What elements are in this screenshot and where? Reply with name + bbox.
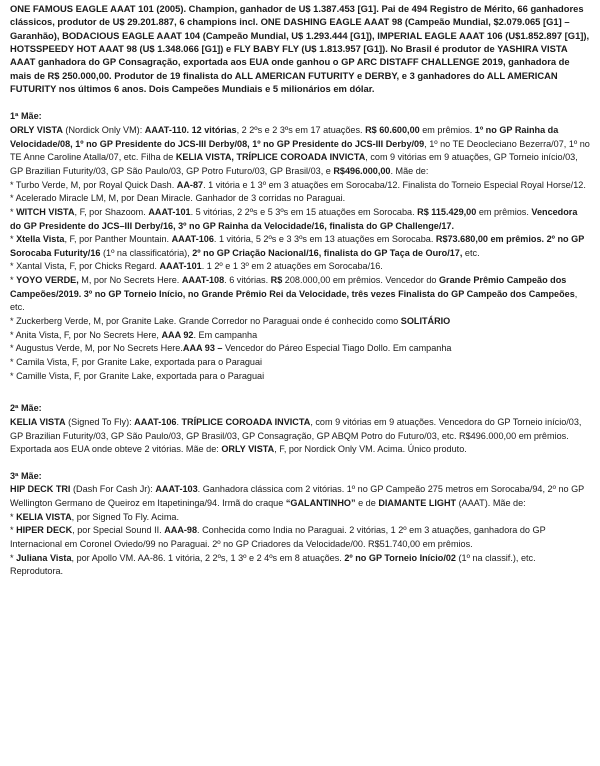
paragraph: [10, 552, 590, 579]
bold-text-run: AAAT-108: [181, 275, 225, 286]
text-run: . 6 vitórias.: [224, 275, 271, 286]
bold-text-run: DIAMANTE LIGHT: [378, 498, 457, 509]
paragraph: [10, 416, 590, 457]
text-run: . 5 vitórias, 2 2ºs e 5 3ºs em 15 atuações em Sorocaba.: [190, 206, 418, 217]
bold-text-run: AAAT-106: [134, 416, 177, 427]
bold-text-run: AA-87: [176, 179, 204, 190]
text-run: *: [10, 275, 17, 286]
text-run: 208.000,00 em prêmios. Vencedor do: [282, 275, 439, 286]
text-run: . 1 vitória, 5 2ºs e 3 3ºs em 13 atuações em Sorocaba.: [213, 234, 436, 245]
bold-text-run: Grande Prêmio Campeão dos Campeões/2019. 3º no GP Torneio Início, no Grande Prêmio Rei da Velocidade, três vezes Finalista do GP Campeão dos Campeões: [10, 275, 575, 299]
text-run: * Camila Vista, F, por Granite Lake, exportada para o Paraguai: [10, 356, 263, 367]
paragraph: [10, 206, 590, 233]
bold-text-run: AAA-98: [164, 525, 198, 536]
text-run: em prêmios.: [476, 206, 532, 217]
section-3-body: [10, 483, 590, 578]
bold-text-run: Vencedora do GP Presidente do JCS–III Derby/16, 3º no GP Rainha da Velocidade/16, finalista do GP Challenge/17.: [10, 206, 578, 231]
paragraph: [10, 179, 590, 193]
text-run: , por Special Sound II.: [72, 525, 165, 536]
text-run: *: [10, 525, 17, 536]
paragraph: [10, 370, 590, 384]
text-run: em prêmios.: [419, 125, 475, 136]
paragraph: [10, 483, 590, 510]
text-run: M, por No Secrets Here.: [78, 275, 182, 286]
bold-text-run: AAAT-101: [148, 206, 191, 217]
bold-text-run: R$73.680,00 em prêmios. 2º no GP Sorocaba Futurity/16: [10, 234, 585, 258]
section-2-body: [10, 416, 590, 457]
bold-text-run: KELIA VISTA, TRÍPLICE COROADA INVICTA: [175, 152, 366, 163]
bold-text-run: HIP DECK TRI: [10, 484, 71, 495]
bold-text-run: 2º no GP Torneio Início/02: [344, 552, 456, 563]
bold-text-run: Xtella Vista: [16, 234, 65, 245]
text-run: * Camille Vista, F, por Granite Lake, exportada para o Paraguai: [10, 370, 265, 381]
paragraph: [10, 192, 590, 206]
bold-text-run: “GALANTINHO”: [285, 498, 356, 509]
text-run: , F, por Panther Mountain.: [64, 234, 172, 245]
bold-text-run: AAAT-110. 12 vitórias: [144, 125, 237, 136]
bold-text-run: ORLY VISTA: [10, 125, 63, 136]
bold-text-run: AAA 93 –: [182, 343, 223, 354]
text-run: , F, por Nordick Only VM. Acima. Único produto.: [274, 444, 467, 455]
text-run: *: [10, 511, 17, 522]
text-run: , por Apollo VM. AA-86. 1 vitória, 2 2ºs, 1 3º e 2 4ºs em 8 atuações.: [71, 552, 345, 563]
paragraph: [10, 356, 590, 370]
section-2-title: 2ª Mãe:: [10, 403, 42, 414]
bold-text-run: WITCH VISTA: [16, 206, 75, 217]
text-run: *: [10, 234, 17, 245]
section-gap: [10, 383, 590, 402]
paragraph: [10, 274, 590, 315]
section-1-body: [10, 124, 590, 383]
bold-text-run: R$496.000,00: [333, 165, 391, 176]
text-run: Vencedor do Páreo Especial Tiago Dollo. Em campanha: [222, 343, 452, 354]
sire-description: [10, 2, 590, 95]
text-run: * Zuckerberg Verde, M, por Granite Lake. Grande Corredor no Paraguai onde é conhecido como: [10, 316, 401, 327]
text-run: . 1 vitória e 1 3º em 3 atuações em Sorocaba/12. Finalista do Torneio Especial Royal Horse/12.: [203, 179, 586, 190]
text-run: (Dash For Cash Jr):: [70, 484, 156, 495]
text-run: , por Signed To Fly. Acima.: [71, 511, 179, 522]
text-run: . 1 2º e 1 3º em 2 atuações em Sorocaba/16.: [201, 261, 383, 272]
bold-text-run: AAAT-106: [171, 234, 214, 245]
bold-text-run: AAA 92: [161, 329, 194, 340]
bold-text-run: ORLY VISTA: [221, 444, 275, 455]
text-run: , 1º no TE Deocleciano Bezerra/07, 1º no TE Anne Caroline Atalla/07, etc. Filha de: [10, 138, 590, 163]
bold-text-run: ONE FAMOUS EAGLE AAAT 101 (2005). Champion, ganhador de U$ 1.387.453 [G1]. Pai de 494 Registro de Mérito, 66 ganhadores clássicos, produtor de U$ 29.201.887, 6 champions incl. ONE DASHING EAGLE AAAT 98 (Campeão Mundial, $2.079.065 [G1] – Garanhão), BODACIOUS EAGLE AAAT 104 (Campeão Mundial, U$ 1.293.444 [G1]), IMPERIAL EAGLE AAAT 106 (U$1.852.897 [G1]), HOTSSPEEDY HOT AAAT 98 (U$ 1.348.066 [G1]) e FLY BABY FLY (U$ 1.813.957 [G1]). No Brasil é produtor de YASHIRA VISTA AAAT ganhadora do GP Consagração, exportada aos EUA onde ganhou o GP ARC DISTAFF CHALLENGE 2019, ganhadora de mais de R$ 250.000,00. Produtor de 19 finalista do ALL AMERICAN FUTURITY e DERBY, e 3 ganhadores do ALL AMERICAN FUTURITY nos últimos 6 anos. Dois Campeões Mundiais e 5 milionários em dólar.: [10, 3, 590, 95]
text-run: .: [176, 416, 182, 427]
text-run: (Signed To Fly):: [65, 416, 135, 427]
paragraph: [10, 124, 590, 179]
text-run: , etc.: [10, 288, 578, 313]
text-run: . Em campanha: [193, 329, 258, 340]
paragraph: [10, 233, 590, 260]
text-run: * Anita Vista, F, por No Secrets Here,: [10, 329, 162, 340]
bold-text-run: AAAT-101: [159, 261, 202, 272]
bold-text-run: 1º no GP Rainha da Velocidade/08, 1º no GP Presidente do JCS-III Derby/08, 1º no GP Presidente do JCS-III Derby/09: [10, 125, 559, 149]
bold-text-run: 2º no GP Criação Nacional/16, finalista do GP Taça de Ouro/17,: [192, 247, 463, 258]
text-run: . Mãe de:: [390, 165, 429, 176]
text-run: * Augustus Verde, M, por No Secrets Here.: [10, 343, 183, 354]
paragraph: [10, 511, 590, 525]
text-run: (Nordick Only VM):: [62, 125, 145, 136]
bold-text-run: R$ 60.600,00: [365, 125, 420, 136]
bold-text-run: TRÍPLICE COROADA INVICTA: [181, 416, 311, 427]
text-run: (1º na classif.), etc. Reprodutora.: [10, 552, 536, 577]
bold-text-run: R$ 115.429,00: [417, 206, 477, 217]
bold-text-run: KELIA VISTA: [16, 511, 72, 522]
paragraph: [10, 329, 590, 343]
bold-text-run: YOYO VERDE,: [16, 275, 79, 286]
text-run: , F, por Shazoom.: [74, 206, 149, 217]
paragraph: [10, 260, 590, 274]
text-run: *: [10, 552, 17, 563]
paragraph: [10, 315, 590, 329]
text-run: etc.: [462, 247, 480, 258]
bold-text-run: SOLITÁRIO: [400, 316, 451, 327]
text-run: * Turbo Verde, M, por Royal Quick Dash.: [10, 179, 177, 190]
section-3-title: 3ª Mãe:: [10, 470, 42, 481]
bold-text-run: R$: [270, 275, 283, 286]
text-run: , 2 2ºs e 2 3ºs em 17 atuações.: [236, 125, 366, 136]
text-run: e de: [355, 498, 379, 509]
text-run: *: [10, 206, 17, 217]
bold-text-run: AAAT-103: [155, 484, 198, 495]
text-run: . Ganhadora clássica com 2 vitórias. 1º no GP Campeão 275 metros em Sorocaba/94, 2º no GP Wellington Germano de Queiroz em Itapetininga/94. Irmã do craque: [10, 484, 585, 509]
text-run: , com 9 vitórias em 9 atuações. Vencedora do GP Torneio início/03, GP Brazilian Futurity/03, GP São Paulo/03, GP Brasil/03, GP Consagração, GP ABQM Potro do Futuro/03, etc. R$496.000,00 em prêmios. Exportada aos EUA onde obteve 2 vitórias. Mãe de:: [10, 416, 582, 455]
text-run: (1º na classificatória),: [100, 247, 193, 258]
text-run: * Xantal Vista, F, por Chicks Regard.: [10, 261, 160, 272]
text-run: (AAAT). Mãe de:: [456, 498, 526, 509]
paragraph: [10, 524, 590, 551]
text-run: , com 9 vitórias em 9 atuações, GP Torneio início/03, GP Brazilian Futurity/03, GP São Paulo/03, GP Potro Futuro/03, GP Brasil/03, e: [10, 152, 578, 176]
paragraph: [10, 342, 590, 356]
bold-text-run: HIPER DECK: [16, 525, 73, 536]
section-1-title: 1ª Mãe:: [10, 111, 42, 122]
bold-text-run: Juliana Vista: [16, 552, 72, 563]
bold-text-run: KELIA VISTA: [10, 416, 66, 427]
text-run: * Acelerado Miracle LM, M, por Dean Miracle. Ganhador de 3 corridas no Paraguai.: [10, 193, 346, 204]
text-run: . Conhecida como India no Paraguai. 2 vitórias, 1 2º em 3 atuações, ganhadora do GP Internacional em Coronel Oviedo/99 no Paraguai. 2º no GP Criadores da Velocidade/00. R$51.740,00 em prêmios.: [10, 525, 546, 549]
